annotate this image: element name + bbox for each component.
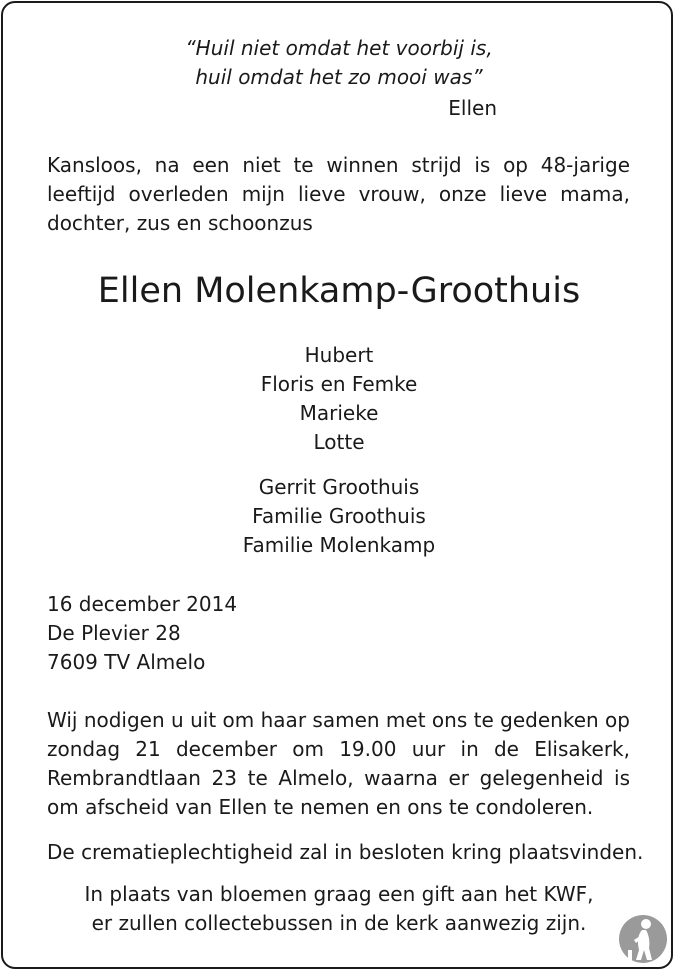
invitation-line: om afscheid van Ellen te nemen en ons te condoleren. xyxy=(47,795,594,819)
address-date: 16 december 2014 xyxy=(47,592,238,616)
family-member: Hubert xyxy=(304,343,374,367)
intro-line: Kansloos, na een niet te winnen strijd is op 48-jarige xyxy=(47,153,630,177)
intro-text xyxy=(47,151,630,238)
family-member: Lotte xyxy=(313,430,365,454)
flowers-line: In plaats van bloemen graag een gift aan het KWF, xyxy=(84,882,594,906)
address-street: De Plevier 28 xyxy=(47,621,181,645)
mourning-figure-icon xyxy=(618,912,668,964)
deceased-name: Ellen Molenkamp-Groothuis xyxy=(97,271,581,311)
family-secondary xyxy=(0,473,678,560)
intro-line: dochter, zus en schoonzus xyxy=(47,211,313,235)
address-city: 7609 TV Almelo xyxy=(47,650,206,674)
family-member: Marieke xyxy=(299,401,379,425)
quote-line: huil omdat het zo mooi was” xyxy=(195,65,483,89)
family-member: Familie Groothuis xyxy=(252,504,426,528)
quote xyxy=(0,34,678,92)
quote-author: Ellen xyxy=(448,96,497,120)
invitation-line: Wij nodigen u uit om haar samen met ons te gedenken op xyxy=(47,708,630,732)
invitation-line: Rembrandtlaan 23 te Almelo, waarna er gelegenheid is xyxy=(47,766,630,790)
flowers-note xyxy=(0,880,678,938)
invitation-line: zondag 21 december om 19.00 uur in de Elisakerk, xyxy=(47,737,630,761)
intro-line: leeftijd overleden mijn lieve vrouw, onze lieve mama, xyxy=(47,182,630,206)
family-member: Familie Molenkamp xyxy=(242,533,436,557)
family-member: Gerrit Groothuis xyxy=(258,475,420,499)
cremation-note: De crematieplechtigheid zal in besloten kring plaatsvinden. xyxy=(47,840,644,864)
flowers-line: er zullen collectebussen in de kerk aanwezig zijn. xyxy=(91,911,587,935)
family-primary xyxy=(0,341,678,457)
address-block xyxy=(47,590,237,677)
family-member: Floris en Femke xyxy=(260,372,418,396)
invitation-text xyxy=(47,706,630,822)
quote-line: “Huil niet omdat het voorbij is, xyxy=(185,36,493,60)
